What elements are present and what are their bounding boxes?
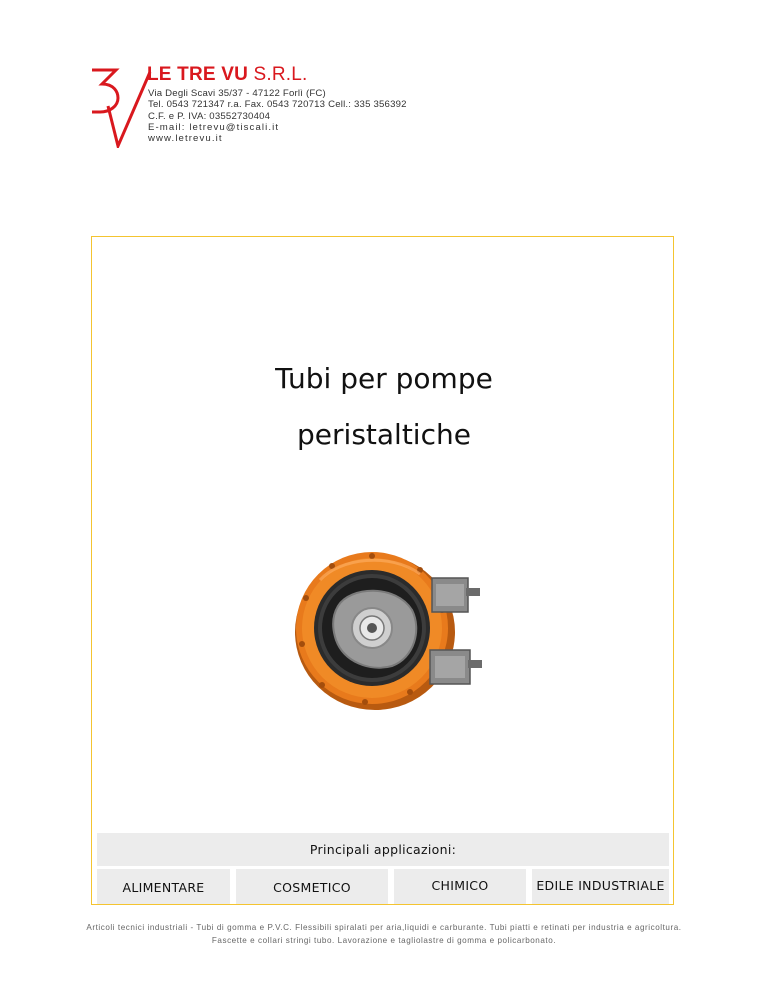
company-logo [88, 66, 152, 148]
company-contact-block [148, 88, 407, 144]
peristaltic-pump-image [280, 540, 490, 715]
page-title-line1: Tubi per pompe [275, 362, 493, 395]
page-title-line2: peristaltiche [297, 418, 471, 451]
application-edile-industriale: EDILE INDUSTRIALE [532, 869, 669, 904]
company-address: Via Degli Scavi 35/37 - 47122 Forlì (FC) [148, 88, 326, 99]
application-cosmetico: COSMETICO [236, 869, 388, 904]
company-name: LE TRE VU S.R.L. [147, 64, 308, 85]
company-email: E-mail: letrevu@tiscali.it [148, 121, 280, 133]
applications-row [97, 869, 669, 904]
application-chimico: CHIMICO [394, 869, 526, 904]
company-website: www.letrevu.it [148, 133, 223, 145]
company-phones: Tel. 0543 721347 r.a. Fax. 0543 720713 Cell.: 335 356392 [148, 99, 407, 111]
footer-line-2: Fascette e collari stringi tubo. Lavorazione e tagliolastre di gomma e policarbonato. [211, 936, 557, 945]
application-alimentare: ALIMENTARE [97, 869, 230, 904]
company-tax-id: C.F. e P. IVA: 03552730404 [148, 110, 271, 122]
footer-line-1: Articoli tecnici industriali - Tubi di gomma e P.V.C. Flessibili spiralati per aria,liquidi e carburante. Tubi piatti e retinati per industria e agricoltura. [86, 923, 682, 932]
applications-heading: Principali applicazioni: [97, 833, 669, 866]
